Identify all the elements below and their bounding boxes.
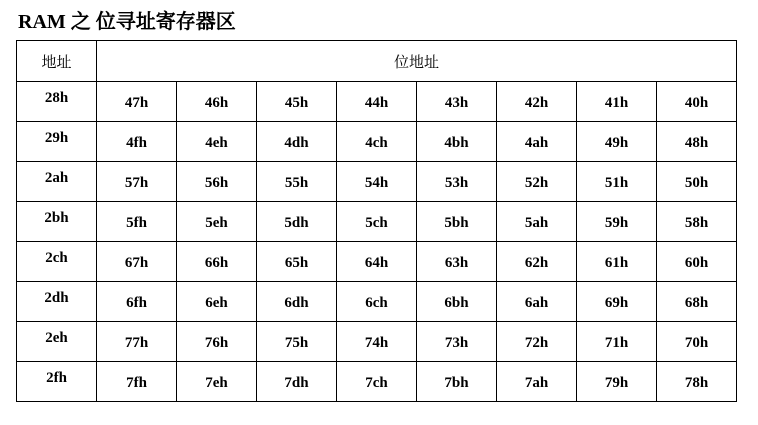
bit-address-cell: [177, 202, 257, 242]
bit-address-cell: [337, 322, 417, 362]
bit-address-cell: [577, 162, 657, 202]
byte-address-cell: [17, 202, 97, 242]
byte-address-cell: [17, 242, 97, 282]
bit-address-cell: [97, 242, 177, 282]
bit-address-text: 64h: [364, 255, 389, 271]
table-row: [17, 82, 737, 122]
byte-address-text: 28h: [44, 90, 69, 106]
byte-address-text: 2dh: [44, 290, 69, 306]
bit-address-text: 57h: [124, 175, 149, 191]
bit-address-text: 51h: [604, 175, 629, 191]
bit-address-cell: [497, 242, 577, 282]
byte-address-text: 2bh: [44, 210, 69, 226]
bit-address-text: 42h: [524, 95, 549, 111]
bit-address-text: 77h: [124, 335, 149, 351]
bit-address-cell: [577, 362, 657, 402]
bit-address-text: 40h: [684, 95, 709, 111]
bit-address-cell: [97, 362, 177, 402]
bit-address-text: 44h: [364, 95, 389, 111]
table-row: [17, 242, 737, 282]
bit-address-text: 6ch: [365, 295, 388, 311]
bit-address-text: 7ch: [365, 375, 388, 391]
bit-address-cell: [417, 82, 497, 122]
bit-address-text: 48h: [684, 135, 709, 151]
byte-address-cell: [17, 322, 97, 362]
bit-address-cell: [337, 122, 417, 162]
bit-address-text: 78h: [684, 375, 709, 391]
table-row: [17, 362, 737, 402]
bit-address-text: 79h: [604, 375, 629, 391]
byte-address-text: 2ch: [45, 250, 68, 266]
bit-address-text: 65h: [284, 255, 309, 271]
bit-address-text: 5fh: [126, 215, 147, 231]
bit-address-cell: [337, 242, 417, 282]
bit-address-cell: [657, 242, 737, 282]
bit-address-cell: [257, 122, 337, 162]
bit-address-cell: [257, 322, 337, 362]
bit-address-text: 50h: [684, 175, 709, 191]
bit-address-cell: [337, 162, 417, 202]
bit-address-text: 67h: [124, 255, 149, 271]
bit-address-cell: [497, 202, 577, 242]
bit-address-cell: [577, 242, 657, 282]
bit-address-cell: [577, 82, 657, 122]
bit-address-text: 53h: [444, 175, 469, 191]
bit-address-text: 74h: [364, 335, 389, 351]
bit-address-cell: [257, 82, 337, 122]
bit-address-cell: [577, 202, 657, 242]
bit-address-text: 69h: [604, 295, 629, 311]
bit-address-cell: [657, 162, 737, 202]
bit-address-text: 46h: [204, 95, 229, 111]
bit-address-text: 73h: [444, 335, 469, 351]
bit-address-cell: [657, 282, 737, 322]
bit-address-text: 61h: [604, 255, 629, 271]
bit-address-text: 62h: [524, 255, 549, 271]
bit-address-cell: [257, 202, 337, 242]
byte-address-cell: [17, 362, 97, 402]
byte-address-cell: [17, 82, 97, 122]
bit-address-text: 41h: [604, 95, 629, 111]
bit-address-cell: [417, 162, 497, 202]
bit-address-cell: [177, 362, 257, 402]
bit-address-column-header: 位地址: [97, 41, 737, 82]
bit-address-text: 7ah: [524, 375, 549, 391]
bit-address-cell: [257, 162, 337, 202]
bit-address-text: 4bh: [444, 135, 469, 151]
bit-address-table: [16, 40, 737, 402]
bit-address-text: 66h: [204, 255, 229, 271]
bit-address-cell: [177, 122, 257, 162]
bit-address-text: 6bh: [444, 295, 469, 311]
bit-address-cell: [97, 122, 177, 162]
bit-address-text: 68h: [684, 295, 709, 311]
bit-address-text: 7dh: [284, 375, 309, 391]
bit-address-cell: [417, 242, 497, 282]
bit-address-text: 7eh: [205, 375, 228, 391]
bit-address-text: 6fh: [126, 295, 147, 311]
bit-address-text: 76h: [204, 335, 229, 351]
bit-address-text: 5ch: [365, 215, 388, 231]
bit-address-text: 47h: [124, 95, 149, 111]
bit-address-cell: [577, 122, 657, 162]
bit-address-text: 71h: [604, 335, 629, 351]
bit-address-cell: [97, 162, 177, 202]
byte-address-text: 2ah: [44, 170, 69, 186]
bit-address-text: 6eh: [205, 295, 228, 311]
bit-address-text: 45h: [284, 95, 309, 111]
bit-address-cell: [257, 282, 337, 322]
bit-address-text: 49h: [604, 135, 629, 151]
bit-address-cell: [497, 362, 577, 402]
bit-address-cell: [257, 242, 337, 282]
bit-address-text: 72h: [524, 335, 549, 351]
bit-address-text: 70h: [684, 335, 709, 351]
bit-address-text: 60h: [684, 255, 709, 271]
bit-address-text: 5eh: [205, 215, 228, 231]
bit-address-cell: [417, 202, 497, 242]
bit-address-cell: [257, 362, 337, 402]
bit-address-cell: [497, 322, 577, 362]
bit-address-text: 75h: [284, 335, 309, 351]
bit-address-text: 4ch: [365, 135, 388, 151]
bit-address-cell: [657, 82, 737, 122]
byte-address-cell: [17, 282, 97, 322]
bit-address-cell: [657, 362, 737, 402]
table-row: [17, 322, 737, 362]
table-row: [17, 122, 737, 162]
bit-address-text: 6dh: [284, 295, 309, 311]
bit-address-text: 5ah: [524, 215, 549, 231]
bit-address-cell: [97, 282, 177, 322]
bit-address-text: 55h: [284, 175, 309, 191]
table-row: [17, 282, 737, 322]
bit-address-text: 7bh: [444, 375, 469, 391]
bit-address-cell: [497, 282, 577, 322]
bit-address-text: 56h: [204, 175, 229, 191]
bit-address-text: 63h: [444, 255, 469, 271]
bit-address-cell: [577, 282, 657, 322]
bit-address-cell: [97, 322, 177, 362]
bit-address-text: 4dh: [284, 135, 309, 151]
bit-address-text: 43h: [444, 95, 469, 111]
bit-address-text: 58h: [684, 215, 709, 231]
bit-address-cell: [657, 122, 737, 162]
bit-address-cell: [577, 322, 657, 362]
table-row: [17, 202, 737, 242]
table-body: [17, 41, 737, 402]
bit-address-cell: [657, 202, 737, 242]
byte-address-text: 2eh: [45, 330, 68, 346]
bit-address-cell: [177, 82, 257, 122]
bit-address-cell: [177, 162, 257, 202]
bit-address-text: 4ah: [524, 135, 549, 151]
table-header-row: [17, 41, 737, 82]
bit-address-text: 4eh: [205, 135, 228, 151]
bit-address-cell: [337, 82, 417, 122]
bit-address-text: 59h: [604, 215, 629, 231]
address-column-header: 地址: [17, 41, 97, 82]
bit-address-text: 7fh: [126, 375, 147, 391]
bit-address-cell: [657, 322, 737, 362]
bit-address-cell: [417, 122, 497, 162]
byte-address-text: 29h: [44, 130, 69, 146]
bit-address-text: 5dh: [284, 215, 309, 231]
bit-address-cell: [337, 362, 417, 402]
byte-address-cell: [17, 122, 97, 162]
table-row: [17, 162, 737, 202]
document-title: RAM 之 位寻址寄存器区: [18, 11, 236, 33]
bit-address-cell: [417, 282, 497, 322]
bit-address-text: 4fh: [126, 135, 147, 151]
bit-address-text: 52h: [524, 175, 549, 191]
bit-address-cell: [177, 322, 257, 362]
bit-address-cell: [497, 122, 577, 162]
byte-address-cell: [17, 162, 97, 202]
bit-address-cell: [97, 202, 177, 242]
bit-address-cell: [97, 82, 177, 122]
bit-address-cell: [337, 202, 417, 242]
bit-address-cell: [177, 242, 257, 282]
bit-address-cell: [417, 362, 497, 402]
bit-address-cell: [177, 282, 257, 322]
byte-address-text: 2fh: [46, 370, 67, 386]
bit-address-cell: [417, 322, 497, 362]
bit-address-cell: [337, 282, 417, 322]
bit-address-cell: [497, 162, 577, 202]
bit-address-text: 54h: [364, 175, 389, 191]
bit-address-text: 6ah: [524, 295, 549, 311]
bit-address-cell: [497, 82, 577, 122]
bit-address-text: 5bh: [444, 215, 469, 231]
